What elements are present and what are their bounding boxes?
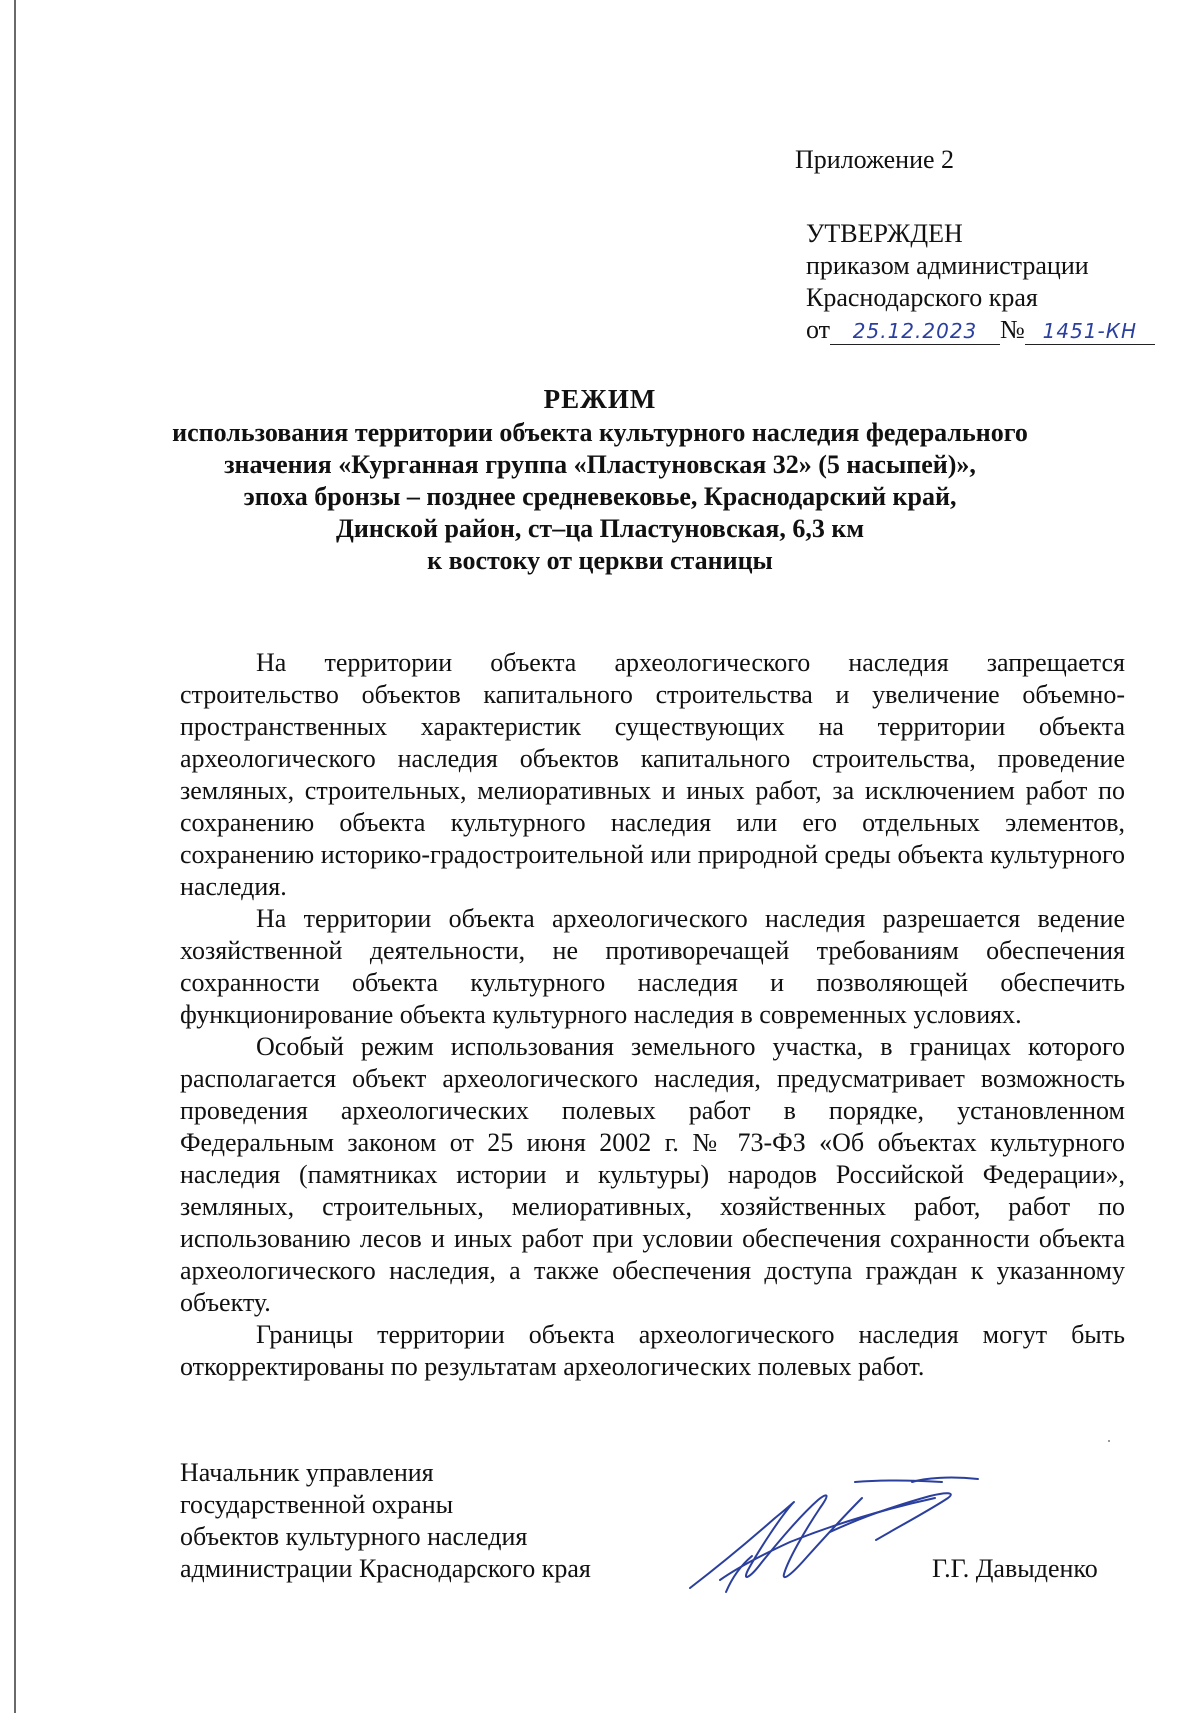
title-line-4: Динской район, ст–ца Пластуновская, 6,3 км (335, 514, 865, 543)
signoff-line-4: администрации Краснодарского края (180, 1554, 591, 1583)
approval-line-3: Краснодарского края (806, 283, 1038, 312)
paragraph-4: Границы территории объекта археологического наследия могут быть откорректированы по результатам археологических полевых работ. (180, 1320, 1125, 1381)
appendix-label: Приложение 2 (795, 145, 955, 174)
document-title (140, 383, 1060, 577)
date-underline (830, 317, 1000, 345)
document-body (180, 647, 1125, 1383)
title-main: РЕЖИМ (543, 384, 657, 414)
signoff-position (180, 1457, 591, 1585)
approval-date-line (806, 314, 1155, 346)
number-prefix: № (1000, 315, 1025, 344)
paragraph-1: На территории объекта археологического наследия запрещается строительство объектов капитального строительства и увеличение объемно-пространственных характеристик существующих на территории объекта археологического наследия объектов капитального строительства, проведение земляных, строительных, мелиоративных и иных работ, за исключением работ по сохранению объекта культурного наследия или его отдельных элементов, сохранению историко-градостроительной или природной среды объекта культурного наследия. (180, 648, 1125, 901)
approval-line-2: приказом администрации (806, 251, 1089, 280)
signoff-line-2: государственной охраны (180, 1490, 454, 1519)
scan-edge (14, 0, 16, 1713)
approval-line-1: УТВЕРЖДЕН (806, 219, 963, 248)
number-underline (1025, 317, 1155, 345)
signoff-line-1: Начальник управления (180, 1458, 434, 1487)
title-line-1: использования территории объекта культурного наследия федерального (172, 418, 1028, 447)
title-line-3: эпоха бронзы – позднее средневековье, Краснодарский край, (243, 482, 957, 511)
paragraph-2: На территории объекта археологического наследия разрешается ведение хозяйственной деятельности, не противоречащей требованиям обеспечения сохранности объекта культурного наследия и позволяющей обеспечить функционирование объекта культурного наследия в современных условиях. (180, 904, 1125, 1029)
signer-name: Г.Г. Давыденко (932, 1554, 1098, 1583)
signoff-line-3: объектов культурного наследия (180, 1522, 528, 1551)
approval-stamp (806, 218, 1155, 346)
title-line-2: значения «Курганная группа «Пластуновская 32» (5 насыпей)», (224, 450, 976, 479)
paragraph-3: Особый режим использования земельного участка, в границах которого располагается объект археологического наследия, предусматривает возможность проведения археологических полевых работ в порядке, установленном Федеральным законом от 25 июня 2002 г. № 73-ФЗ «Об объектах культурного наследия (памятниках истории и культуры) народов Российской Федерации», земляных, строительных, мелиоративных, хозяйственных работ, работ по использованию лесов и иных работ при условии обеспечения сохранности объекта археологического наследия, а также обеспечения доступа граждан к указанному объекту. (180, 1032, 1125, 1317)
scan-speck (1108, 1440, 1110, 1442)
date-prefix: от (806, 315, 831, 344)
handwritten-number: 1451-КН (1042, 319, 1138, 343)
title-line-5: к востоку от церкви станицы (427, 546, 773, 575)
handwritten-date: 25.12.2023 (852, 319, 978, 343)
